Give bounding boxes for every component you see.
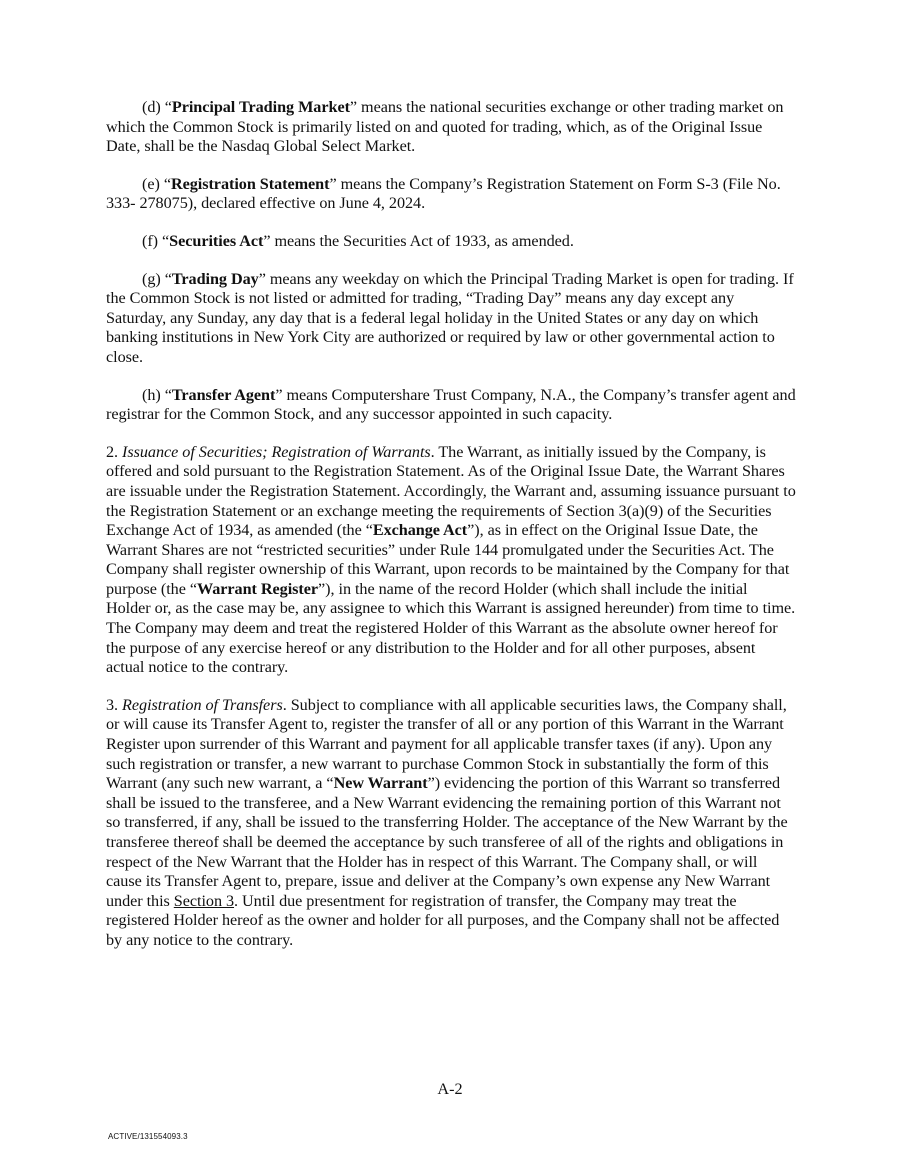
section-text: ”), in the name of the record Holder (which shall include the initial Holder or, as the case may be, any assignee to which this Warrant is assigned hereunder) from time to time. The Company may deem and treat the registered Holder of this Warrant as the absolute owner hereof for the purpose of any exercise hereof or any distribution to the Holder and for all other purposes, absent actual notice to the contrary.: [106, 579, 796, 677]
definition-securities-act: [106, 232, 796, 252]
defined-term: Securities Act: [169, 231, 264, 250]
defined-term: Exchange Act: [372, 521, 468, 540]
definition-label: (f) “: [142, 231, 170, 250]
section-heading: Issuance of Securities; Registration of Warrants: [122, 442, 431, 461]
section-text: . The Warrant, as initially issued by the Company, is offered and sold pursuant to the Registration Statement. As of the Original Issue Date, the Warrant Shares are issuable under the Registration Statement. Accordingly, the Warrant and, assuming issuance pursuant to the Registration Statement or an exchange meeting the requirements of Section 3(a)(9) of the Securities Exchange Act of 1934, as amended (the “: [106, 442, 796, 540]
defined-term: Principal Trading Market: [171, 98, 350, 116]
definition-label: (e) “: [142, 174, 171, 193]
document-body: [106, 98, 796, 969]
definition-text: ” means the national securities exchange or other trading market on which the Common Stock is primarily listed on and quoted for trading, which, as of the Original Issue Date, shall be the Nasdaq Global Select Market.: [106, 98, 784, 156]
section-text: ”), as in effect on the Original Issue Date, the Warrant Shares are not “restricted securities” under Rule 144 promulgated under the Securities Act. The Company shall register ownership of this Warrant, upon records to be maintained by the Company for that purpose (the “: [106, 521, 790, 598]
definition-text: ” means any weekday on which the Principal Trading Market is open for trading. If the Common Stock is not listed or admitted for trading, “Trading Day” means any day except any Saturday, any Sunday, any day that is a federal legal holiday in the United States or any day on which banking institutions in New York City are authorized or required by law or other governmental action to close.: [106, 269, 794, 366]
defined-term: New Warrant: [333, 774, 428, 793]
definition-label: (h) “: [142, 385, 172, 404]
definition-text: ” means the Company’s Registration Statement on Form S-3 (File No. 333- 278075), declared effective on June 4, 2024.: [106, 174, 781, 213]
document-id: ACTIVE/131554093.3: [108, 1132, 188, 1141]
defined-term: Transfer Agent: [171, 385, 276, 404]
definition-text: ” means the Securities Act of 1933, as amended.: [263, 231, 574, 250]
section-number: 2.: [106, 442, 123, 461]
section-text: ”) evidencing the portion of this Warrant so transferred shall be issued to the transferee, and a New Warrant evidencing the remaining portion of this Warrant not so transferred, if any, shall be issued to the transferring Holder. The acceptance of the New Warrant by the transferee thereof shall be deemed the acceptance by such transferee of all of the rights and obligations in respect of the New Warrant that the Holder has in respect of this Warrant. The Company shall, or will cause its Transfer Agent to, prepare, issue and deliver at the Company’s own expense any New Warrant under this: [106, 774, 788, 910]
defined-term: Warrant Register: [197, 579, 319, 598]
page-number: A-2: [437, 1080, 463, 1098]
definition-trading-day: [106, 270, 796, 368]
section-text: . Subject to compliance with all applicable securities laws, the Company shall, or will cause its Transfer Agent to, register the transfer of all or any portion of this Warrant in the Warrant Register upon surrender of this Warrant and payment for all applicable transfer taxes (if any). Upon any such registration or transfer, a new warrant to purchase Common Stock in substantially the form of this Warrant (any such new warrant, a “: [106, 695, 787, 793]
definition-label: (g) “: [142, 269, 172, 288]
section-text: . Until due presentment for registration of transfer, the Company may treat the registered Holder hereof as the owner and holder for all purposes, and the Company shall not be affected by any notice to the contrary.: [106, 891, 780, 949]
definition-registration-statement: [106, 175, 796, 214]
section-2-issuance-of-securities: [106, 443, 796, 678]
definition-principal-trading-market: [106, 98, 796, 157]
definition-text: ” means Computershare Trust Company, N.A., the Company’s transfer agent and registrar for the Common Stock, and any successor appointed in such capacity.: [106, 385, 796, 424]
defined-term: Registration Statement: [170, 174, 330, 193]
definition-transfer-agent: [106, 386, 796, 425]
section-cross-reference: Section 3: [173, 891, 235, 910]
section-heading: Registration of Transfers: [122, 695, 283, 714]
section-number: 3.: [106, 695, 123, 714]
section-3-registration-of-transfers: [106, 696, 796, 951]
definition-label: (d) “: [142, 98, 172, 116]
defined-term: Trading Day: [171, 269, 259, 288]
